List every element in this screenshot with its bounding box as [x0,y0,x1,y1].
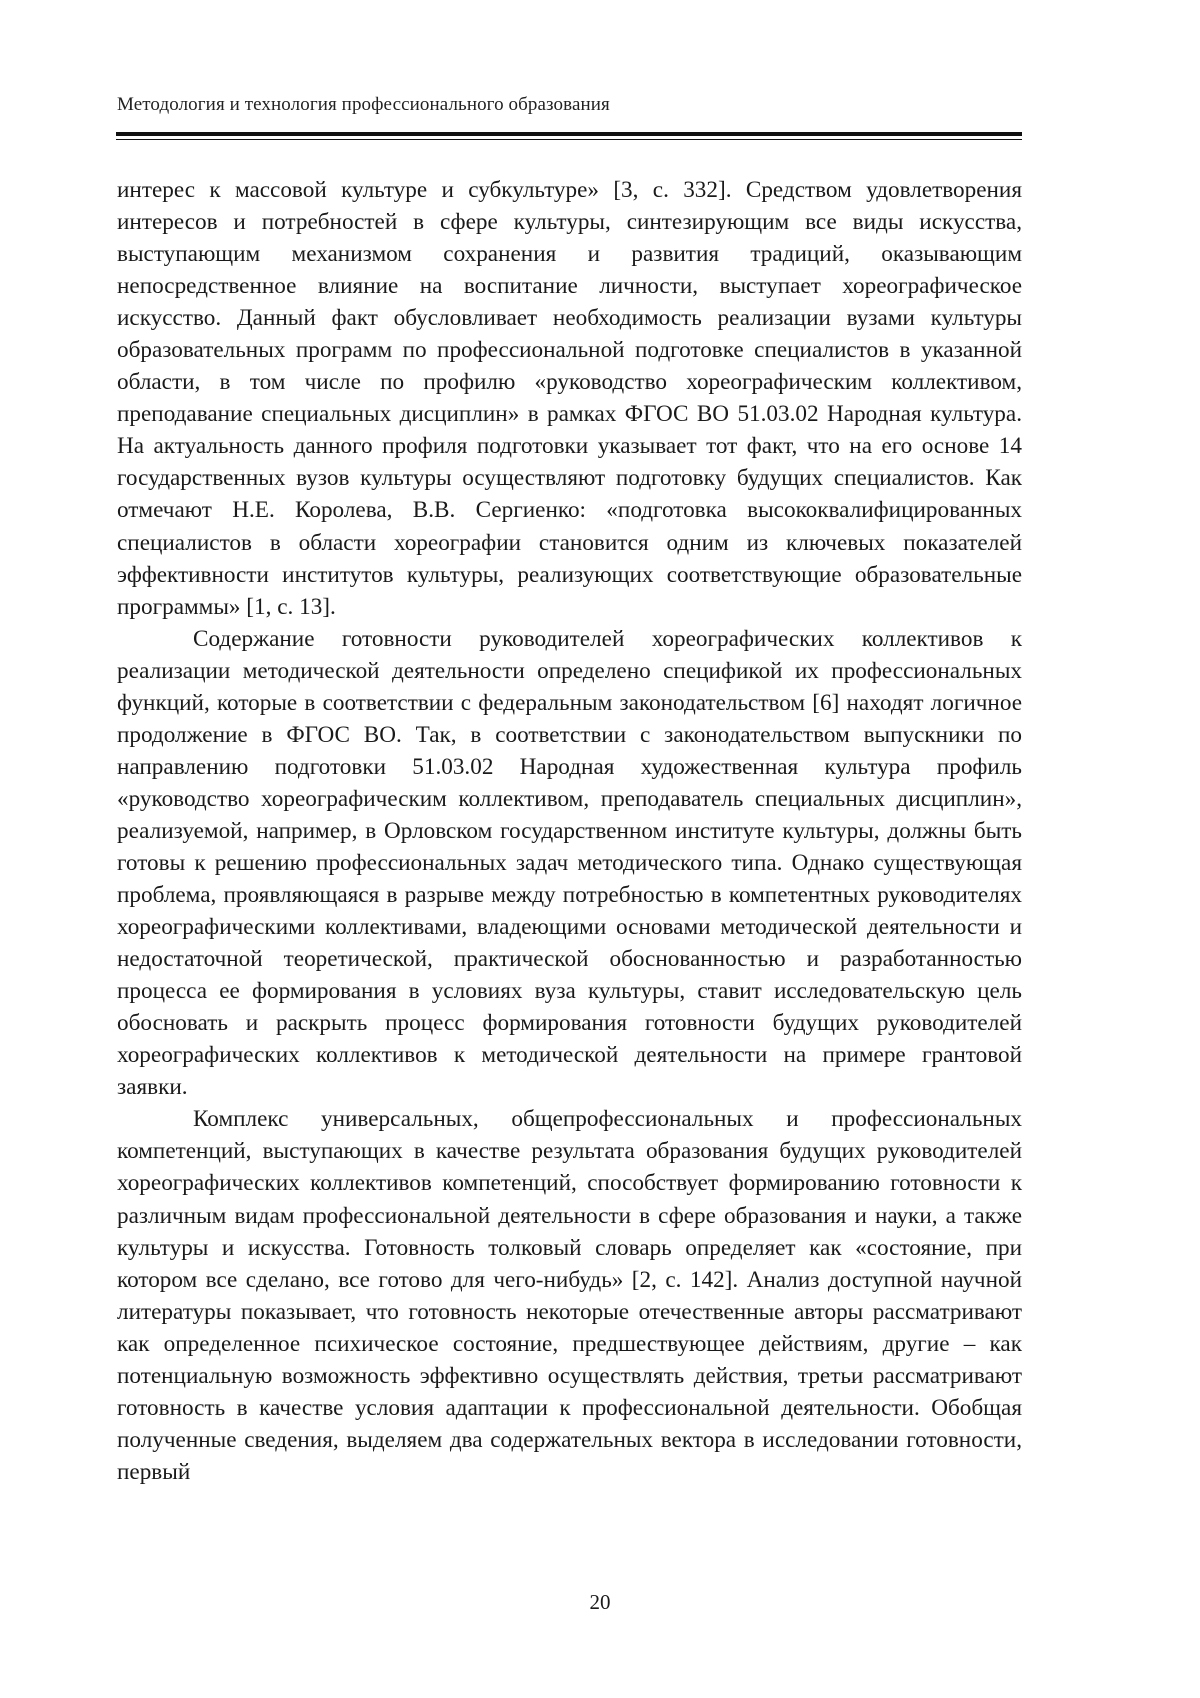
header-rule-thick [116,132,1022,136]
paragraph-1: интерес к массовой культуре и субкультуре» [3, с. 332]. Средством удовлетворения интересов и потребностей в сфере культуры, синтезирующим все виды искусства, выступающим механизмом сохранения и развития традиций, оказывающим непосредственное влияние на воспитание личности, выступает хореографическое искусство. Данный факт обусловливает необходимость реализации вузами культуры образовательных программ по профессиональной подготовке специалистов в указанной области, в том числе по профилю «руководство хореографическим коллективом, преподавание специальных дисциплин» в рамках ФГОС ВО 51.03.02 Народная культура. На актуальность данного профиля подготовки указывает тот факт, что на его основе 14 государственных вузов культуры осуществляют подготовку будущих специалистов. Как отмечают Н.Е. Королева, В.В. Сергиенко: «подготовка высококвалифицированных специалистов в области хореографии становится одним из ключевых показателей эффективности институтов культуры, реализующих соответствующие образовательные программы» [1, с. 13]. [117,177,1022,620]
paragraph-3: Комплекс универсальных, общепрофессиональных и профессиональных компетенций, выступающих в качестве результата образования будущих руководителей хореографических коллективов компетенций, способствует формированию готовности к различным видам профессиональной деятельности в сфере образования и науки, а также культуры и искусства. Готовность толковый словарь определяет как «состояние, при котором все сделано, все готово для чего-нибудь» [2, с. 142]. Анализ доступной научной литературы показывает, что готовность некоторые отечественные авторы рассматривают как определенное психическое состояние, предшествующее действиям, другие – как потенциальную возможность эффективно осуществлять действия, третьи рассматривают готовность в качестве условия адаптации к профессиональной деятельности. Обобщая полученные сведения, выделяем два содержательных вектора в исследовании готовности, первый [117,1106,1022,1485]
article-body [117,174,1022,1488]
header-rule-thin [116,139,1022,140]
running-header: Методология и технология профессионального образования [117,94,610,115]
page-number: 20 [589,1590,611,1614]
paragraph-2: Содержание готовности руководителей хореографических коллективов к реализации методической деятельности определено спецификой их профессиональных функций, которые в соответствии с федеральным законодательством [6] находят логичное продолжение в ФГОС ВО. Так, в соответствии с законодательством выпускники по направлению подготовки 51.03.02 Народная художественная культура профиль «руководство хореографическим коллективом, преподаватель специальных дисциплин», реализуемой, например, в Орловском государственном институте культуры, должны быть готовы к решению профессиональных задач методического типа. Однако существующая проблема, проявляющаяся в разрыве между потребностью в компетентных руководителях хореографическими коллективами, владеющими основами методической деятельности и недостаточной теоретической, практической обоснованностью и разработанностью процесса ее формирования в условиях вуза культуры, ставит исследовательскую цель обосновать и раскрыть процесс формирования готовности будущих руководителей хореографических коллективов к методической деятельности на примере грантовой заявки. [117,625,1022,1101]
